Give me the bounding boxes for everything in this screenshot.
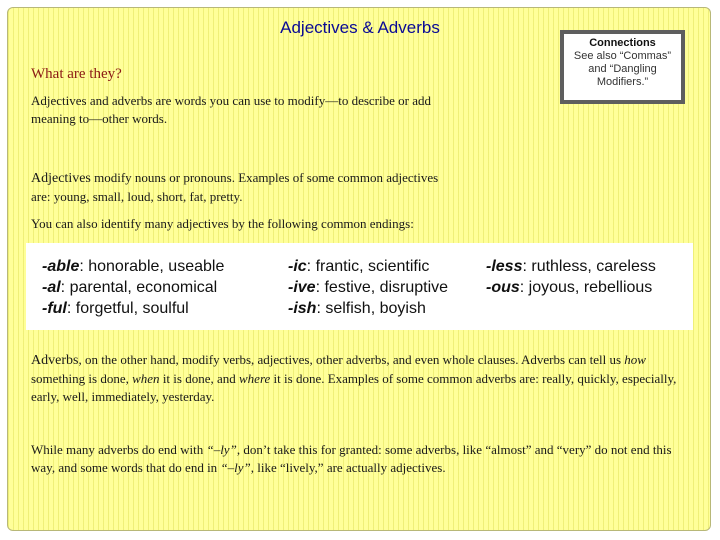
adverbs-when: when [132,371,160,386]
ending-examples: ruthless, careless [531,258,656,275]
endings-box [26,243,693,330]
adverbs-how: how [624,352,646,367]
endings-column [42,256,224,319]
ending-item: -ish: selfish, boyish [288,300,426,317]
intro-paragraph: Adjectives and adverbs are words you can use to modify—to describe or add meaning to—other words. [31,93,431,126]
ending-suffix: -ish [288,300,317,317]
adjectives-paragraph [31,169,451,206]
ending-suffix: -al [42,279,61,296]
ending-examples: honorable, useable [88,258,225,275]
adverbs-text: something is done, [31,371,133,386]
connections-content [564,34,681,100]
page-title: Adjectives & Adverbs [280,18,440,37]
connections-box [560,30,685,104]
endings-intro: You can also identify many adjectives by the following common endings: [31,216,414,231]
note-paragraph [31,441,691,477]
endings-column [288,256,448,319]
ending-item: -ous: joyous, rebellious [486,279,653,296]
note-text: , don’t take this for granted: some adverbs, like “almost” and “very” do not end this way, and some words that do end in [31,442,672,475]
ending-item: -ive: festive, disruptive [288,279,449,296]
adjectives-text: modify nouns or pronouns. Examples of some common adjectives are: young, small, loud, short, fat, pretty. [31,170,439,204]
endings-column [486,256,656,298]
adjectives-term: Adjectives [31,171,91,186]
ending-item: -ic: frantic, scientific [288,258,430,275]
adverbs-text: it is done. Examples of some common adverbs are: really, quickly, especially, early, well, immediately, yesterday. [31,371,677,404]
ending-item: -able: honorable, useable [42,258,225,275]
note-text: , like “lively,” are actually adjectives. [250,460,446,475]
note-ly: “–ly” [220,460,251,475]
adverbs-paragraph [31,351,691,406]
adverbs-term: Adverbs [31,353,79,368]
ending-suffix: -ic [288,258,307,275]
ending-examples: joyous, rebellious [528,279,653,296]
adverbs-text: it is done, and [159,371,239,386]
ending-item: -ful: forgetful, soulful [42,300,189,317]
ending-examples: selfish, boyish [325,300,426,317]
connections-text: See also “Commas” and “Dangling Modifiers.” [573,50,672,88]
ending-item: -less: ruthless, careless [486,258,656,275]
ending-suffix: -able [42,258,80,275]
section-heading: What are they? [31,66,122,82]
ending-examples: frantic, scientific [315,258,430,275]
ending-suffix: -ive [288,279,316,296]
adverbs-text: , on the other hand, modify verbs, adjectives, other adverbs, and even whole clauses. Adverbs can tell us [78,352,625,367]
adverbs-where: where [239,371,271,386]
note-text: While many adverbs do end with [31,442,207,457]
note-ly: “–ly” [206,442,237,457]
ending-examples: forgetful, soulful [75,300,189,317]
ending-suffix: -less [486,258,523,275]
ending-suffix: -ful [42,300,67,317]
ending-examples: parental, economical [69,279,218,296]
connections-title: Connections [589,37,656,49]
ending-item: -al: parental, economical [42,279,218,296]
ending-suffix: -ous [486,279,520,296]
ending-examples: festive, disruptive [324,279,449,296]
